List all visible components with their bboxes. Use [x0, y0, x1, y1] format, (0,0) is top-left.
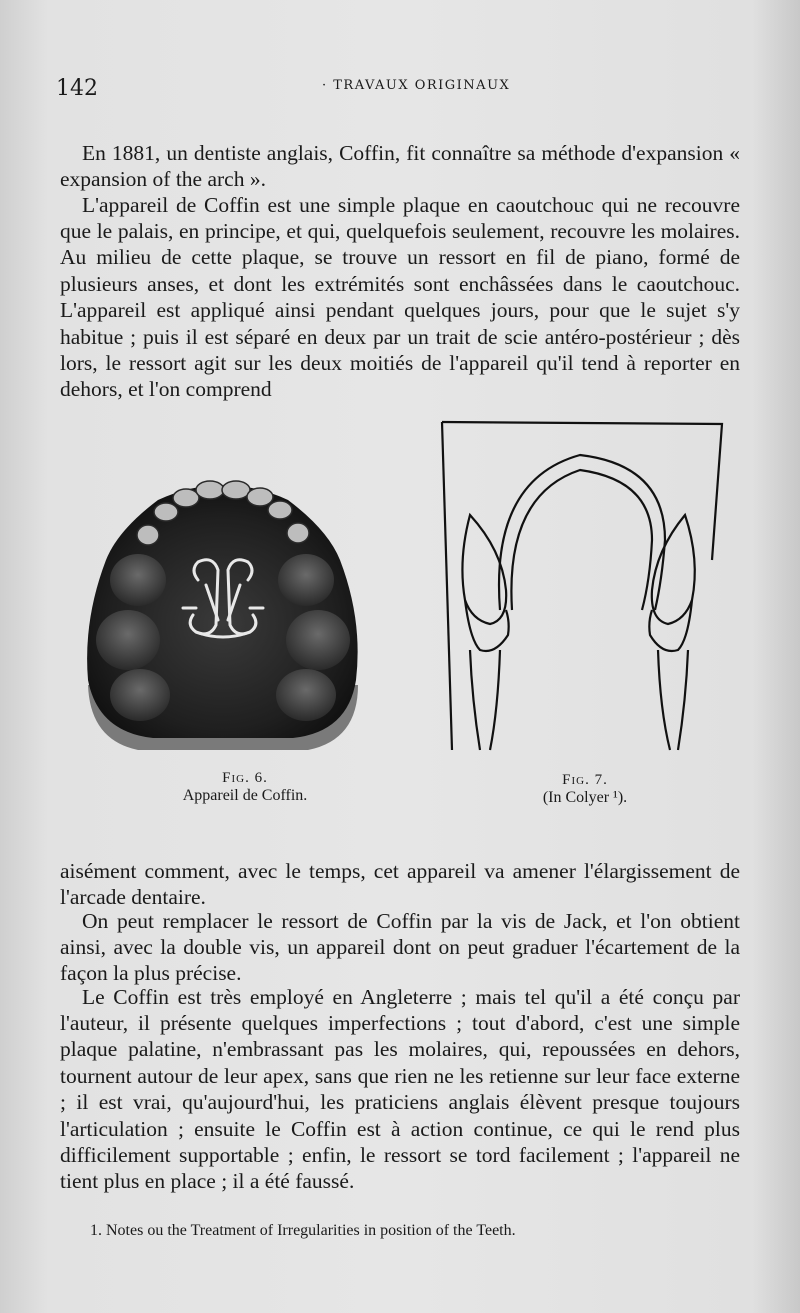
- footnote: 1. Notes ou the Treatment of Irregularities in position of the Teeth.: [90, 1222, 516, 1239]
- paragraph-5: Le Coffin est très employé en Angleterre ; mais tel qu'il a été conçu par l'auteur, il présente quelques imperfections ; tout d'abord, c'est une simple plaque palatine, n'embrassant pas les molaires, qui, repoussées en dehors, tournent autour de leur apex, sans que rien ne les retienne sur leur face externe ; il est vrai, qu'aujourd'hui, les praticiens anglais élèvent presque toujours l'articulation ; ensuite le Coffin est à action continue, ce qui le rend plus difficilement supportable ; enfin, le ressort se tord facilement ; l'appareil ne tient plus en place ; il a été faussé.: [60, 984, 740, 1194]
- figure-6-label: Fig. 6.: [222, 770, 268, 786]
- figure-7-expansion-diagram: [430, 410, 730, 770]
- running-head: · TRAVAUX ORIGINAUX: [322, 78, 511, 93]
- page-header: [52, 72, 742, 102]
- figure-6-coffin-appliance-image: [78, 470, 368, 760]
- figure-7-caption: [520, 772, 650, 807]
- figure-7-description: (In Colyer ¹).: [542, 789, 628, 806]
- figure-6-description: Appareil de Coffin.: [182, 787, 308, 804]
- figure-6-caption: [160, 770, 330, 805]
- paragraph-3: aisément comment, avec le temps, cet appareil va amener l'élargissement de l'arcade dentaire.: [60, 858, 740, 909]
- paragraph-1: En 1881, un dentiste anglais, Coffin, fit connaître sa méthode d'expansion « expansion of the arch ».: [60, 140, 740, 191]
- page-number: 142: [56, 76, 98, 101]
- paragraph-4: On peut remplacer le ressort de Coffin par la vis de Jack, et l'on obtient ainsi, avec la double vis, un appareil dont on peut graduer l'écartement de la façon la plus précise.: [60, 908, 740, 986]
- figure-7-label: Fig. 7.: [562, 772, 608, 788]
- paragraph-2: L'appareil de Coffin est une simple plaque en caoutchouc qui ne recouvre que le palais, en principe, et qui, quelquefois seulement, recouvre les molaires. Au milieu de cette plaque, se trouve un ressort en fil de piano, formé de plusieurs anses, et dont les extrémités sont enchâssées dans le caoutchouc. L'appareil est appliqué ainsi pendant quelques jours, pour que le sujet s'y habitue ; puis il est séparé en deux par un trait de scie antéro-postérieur ; dès lors, le ressort agit sur les deux moitiés de l'appareil qu'il tend à reporter en dehors, et l'on comprend: [60, 192, 740, 402]
